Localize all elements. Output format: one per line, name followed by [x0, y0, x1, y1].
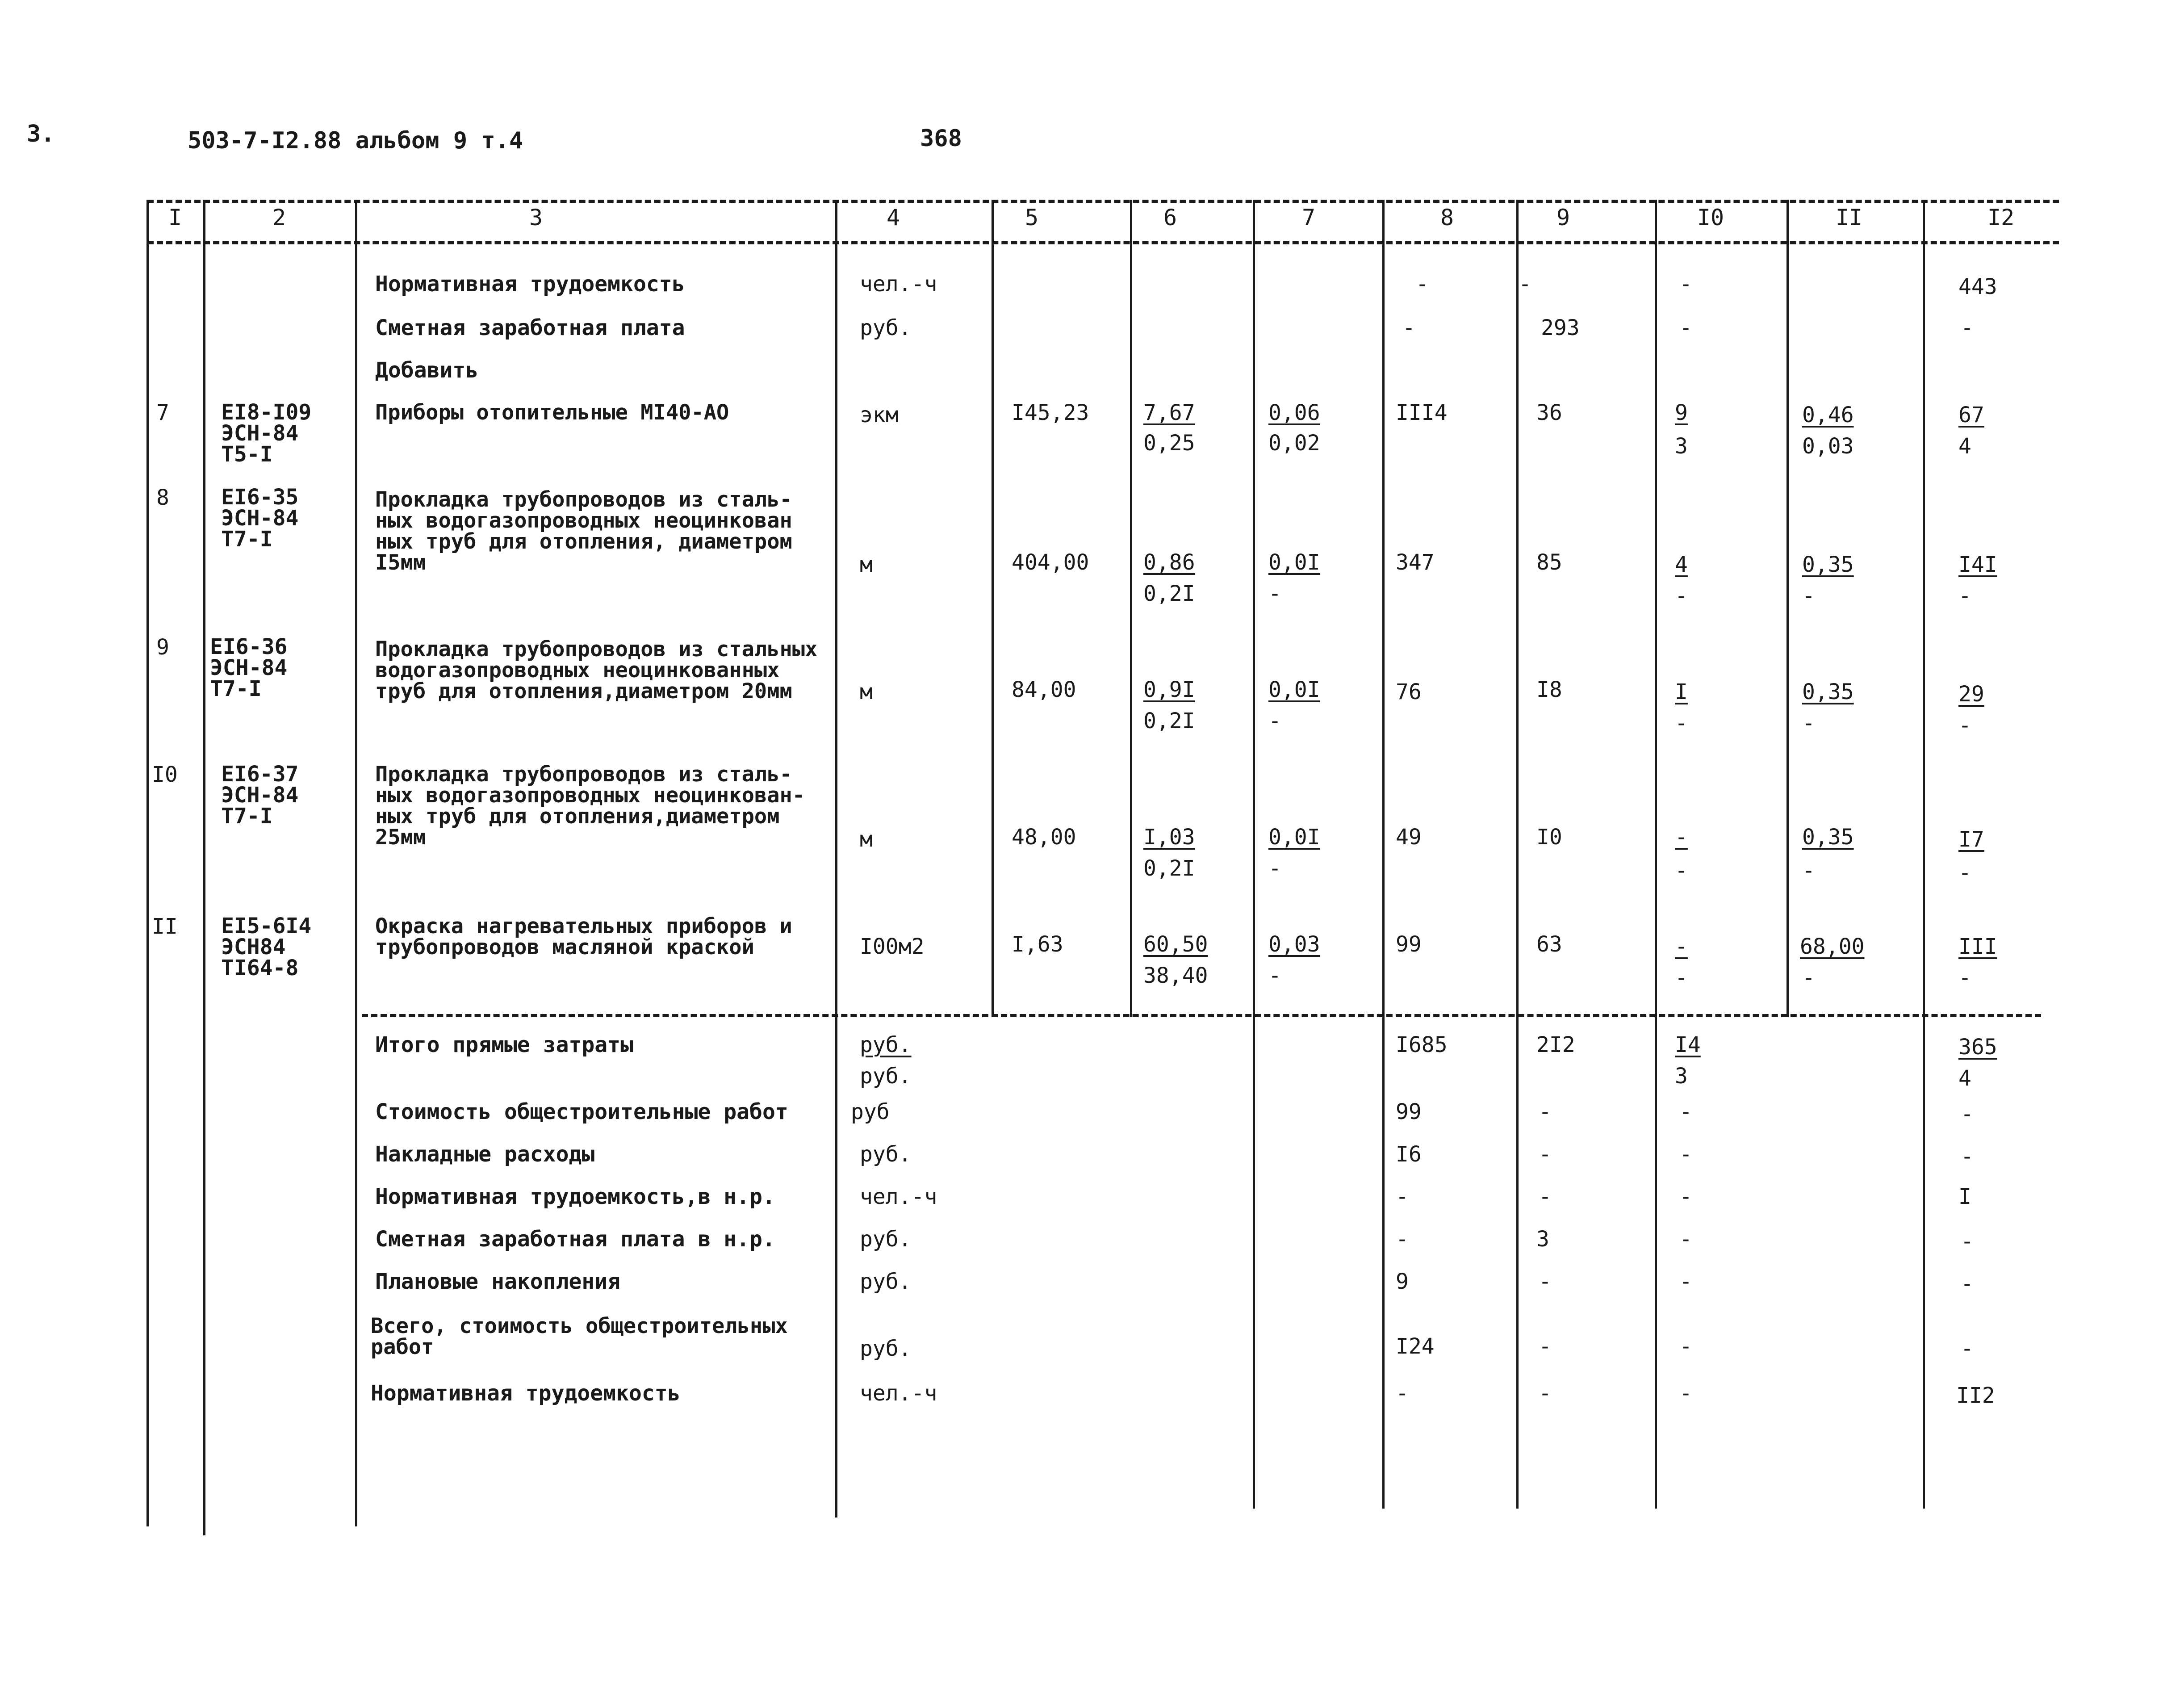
col-header-11: II — [1835, 205, 1863, 231]
row-code: ЕI6-37 ЭСН-84 Т7-I — [221, 762, 299, 829]
col-line-1 — [146, 200, 149, 1526]
col10-value: - — [1679, 1269, 1692, 1294]
row-description: Добавить — [375, 358, 479, 383]
col10-bottom: - — [1675, 583, 1688, 608]
col8-value: - — [1396, 1381, 1409, 1406]
col8-value: 76 — [1396, 679, 1422, 704]
col8-value: 347 — [1396, 550, 1435, 575]
row-number: 8 — [156, 485, 169, 510]
col12-top: I7 — [1958, 827, 1984, 852]
col10-bottom: 3 — [1675, 1064, 1688, 1089]
col-header-9: 9 — [1556, 205, 1570, 231]
col6-bottom: 0,2I — [1143, 581, 1195, 606]
col-header-10: I0 — [1697, 205, 1724, 231]
col11-top: 0,35 — [1802, 552, 1854, 577]
col11-bottom: 0,03 — [1802, 434, 1854, 459]
col10-value: - — [1679, 315, 1692, 340]
row-code: ЕI6-35 ЭСН-84 Т7-I — [221, 485, 299, 552]
col6-top: I,03 — [1143, 825, 1195, 850]
col10-value: - — [1679, 272, 1692, 297]
col6-top: 7,67 — [1143, 400, 1195, 425]
col-header-8: 8 — [1440, 205, 1454, 231]
col-line-11 — [1787, 200, 1789, 1017]
col-header-1: I — [168, 205, 182, 231]
col8-value: - — [1396, 1227, 1409, 1252]
row-description: Приборы отопительные МI40-АО — [375, 400, 729, 425]
col6-bottom: 0,2I — [1143, 708, 1195, 734]
col10-top: I4 — [1675, 1032, 1701, 1057]
col10-bottom: - — [1675, 858, 1688, 883]
col7-bottom: - — [1268, 856, 1281, 881]
col11-top: 68,00 — [1800, 934, 1865, 959]
col5-value: 48,00 — [1012, 825, 1076, 850]
col12-bottom: 4 — [1958, 434, 1971, 459]
col12-bottom: - — [1958, 965, 1971, 990]
col12-top: 365 — [1958, 1035, 1997, 1060]
col5-value: 404,00 — [1012, 550, 1089, 575]
col10-bottom: 3 — [1675, 434, 1688, 459]
col8-value: 99 — [1396, 1099, 1422, 1124]
col6-top: 0,9I — [1143, 677, 1195, 702]
col11-bottom: - — [1802, 965, 1815, 990]
row-unit: чел.-ч — [860, 272, 937, 297]
col9-value: - — [1539, 1099, 1552, 1124]
col11-top: 0,35 — [1802, 679, 1854, 704]
col12-bottom: - — [1958, 860, 1971, 885]
row-unit: чел.-ч — [860, 1381, 937, 1406]
col8-value: 49 — [1396, 825, 1422, 850]
col7-top: 0,03 — [1268, 932, 1320, 957]
col8-value: - — [1402, 315, 1415, 340]
col12-value: - — [1961, 1271, 1974, 1296]
total-description: Плановые накопления — [375, 1269, 621, 1294]
col12-value: II2 — [1956, 1383, 1995, 1408]
col7-top: 0,06 — [1268, 400, 1320, 425]
row-unit: м — [860, 552, 873, 577]
col7-bottom: 0,02 — [1268, 431, 1320, 456]
total-description: Всего, стоимость общестроительных работ — [371, 1314, 788, 1359]
col8-value: I685 — [1396, 1032, 1448, 1057]
document-reference: 503-7-I2.88 альбом 9 т.4 — [188, 127, 523, 154]
row-unit: руб. — [860, 1142, 912, 1167]
col-line-6 — [1130, 200, 1132, 1017]
col6-bottom: 38,40 — [1143, 963, 1208, 988]
col11-bottom: - — [1802, 711, 1815, 736]
col12-top: 67 — [1958, 402, 1984, 428]
col9-value: - — [1519, 272, 1531, 297]
col11-bottom: - — [1802, 858, 1815, 883]
col-line-3 — [355, 200, 357, 1526]
col8-value: III4 — [1396, 400, 1448, 425]
col8-value: - — [1416, 272, 1429, 297]
col-line-5 — [992, 200, 994, 1017]
col-header-6: 6 — [1163, 205, 1177, 231]
total-unit-top: руб. — [860, 1032, 912, 1057]
col11-top: 0,46 — [1802, 402, 1854, 428]
row-number: 7 — [156, 400, 169, 425]
col8-value: 9 — [1396, 1269, 1409, 1294]
col-header-12: I2 — [1987, 205, 2015, 231]
col8-value: - — [1396, 1184, 1409, 1209]
col5-value: I,63 — [1012, 932, 1063, 957]
col7-bottom: - — [1268, 581, 1281, 606]
col12-value: - — [1961, 1336, 1974, 1361]
col12-value: - — [1961, 1229, 1974, 1254]
row-description: Прокладка трубопроводов из сталь- ных водогазопроводных неоцинкован- ных труб для отопления,диаметром 25мм — [375, 762, 805, 850]
row-description: Сметная заработная плата — [375, 315, 685, 340]
row-description: Прокладка трубопроводов из сталь- ных водогазопроводных неоцинкован ных труб для отопления, диаметром I5мм — [375, 487, 792, 575]
col-line-2 — [203, 200, 205, 1535]
row-description: Нормативная трудоемкость — [375, 272, 685, 297]
totals-rule — [362, 1014, 2041, 1017]
col-header-4: 4 — [886, 205, 900, 231]
col12-top: 29 — [1958, 682, 1984, 707]
col9-value: 85 — [1536, 550, 1562, 575]
row-unit: I00м2 — [860, 934, 925, 959]
col9-value: I8 — [1536, 677, 1562, 702]
row-number: 9 — [156, 635, 169, 660]
header-rule — [147, 241, 2059, 244]
col-line-8 — [1382, 200, 1385, 1509]
section-mark: 3. — [27, 121, 55, 147]
row-description: Окраска нагревательных приборов и трубопроводов масляной краской — [375, 914, 792, 960]
col9-value: 36 — [1536, 400, 1562, 425]
col10-value: - — [1679, 1334, 1692, 1359]
col-line-7 — [1253, 200, 1255, 1509]
row-code: ЕI5-6I4 ЭСН84 ТI64-8 — [221, 914, 312, 981]
col7-top: 0,0I — [1268, 677, 1320, 702]
total-unit-bottom: руб. — [860, 1064, 912, 1089]
row-unit: м — [860, 827, 873, 852]
row-unit: руб — [851, 1099, 890, 1124]
col12-top: I4I — [1958, 552, 1997, 577]
col9-value: I0 — [1536, 825, 1562, 850]
page-number: 368 — [920, 125, 962, 152]
row-unit: экм — [860, 402, 899, 428]
total-description: Сметная заработная плата в н.р. — [375, 1227, 775, 1252]
col-header-7: 7 — [1301, 205, 1316, 231]
row-unit: руб. — [860, 315, 912, 340]
row-unit: руб. — [860, 1336, 912, 1361]
total-description: Стоимость общестроительные работ — [375, 1099, 788, 1124]
col7-top: 0,0I — [1268, 825, 1320, 850]
col12-bottom: 4 — [1958, 1066, 1971, 1091]
col11-top: 0,35 — [1802, 825, 1854, 850]
col-line-9 — [1516, 200, 1519, 1509]
col10-value: - — [1679, 1099, 1692, 1124]
col-header-3: 3 — [529, 205, 543, 231]
row-number: II — [152, 914, 178, 939]
row-description: Прокладка трубопроводов из стальных водогазопроводных неоцинкованных труб для отопления,диаметром 20мм — [375, 637, 818, 704]
col8-value: 99 — [1396, 932, 1422, 957]
col12-value: - — [1961, 1144, 1974, 1169]
total-description: Нормативная трудоемкость — [371, 1381, 681, 1406]
top-rule — [147, 200, 2059, 203]
total-description: Итого прямые затраты — [375, 1032, 633, 1057]
col9-value: - — [1539, 1184, 1552, 1209]
col12-bottom: - — [1958, 583, 1971, 608]
col5-value: I45,23 — [1012, 400, 1089, 425]
row-unit: чел.-ч — [860, 1184, 937, 1209]
col8-value: I6 — [1396, 1142, 1422, 1167]
row-unit: руб. — [860, 1269, 912, 1294]
col6-bottom: 0,25 — [1143, 431, 1195, 456]
col12-top: III — [1958, 934, 1997, 959]
col6-bottom: 0,2I — [1143, 856, 1195, 881]
col7-top: 0,0I — [1268, 550, 1320, 575]
col9-value: - — [1539, 1381, 1552, 1406]
col6-top: 60,50 — [1143, 932, 1208, 957]
col7-bottom: - — [1268, 963, 1281, 988]
col9-value: - — [1539, 1334, 1552, 1359]
col12-value: - — [1961, 1102, 1974, 1127]
col8-value: I24 — [1396, 1334, 1435, 1359]
row-code: ЕI6-36 ЭСН-84 Т7-I — [210, 634, 288, 701]
col-header-5: 5 — [1025, 205, 1039, 231]
col10-bottom: - — [1675, 965, 1688, 990]
row-unit: руб. — [860, 1227, 912, 1252]
col-line-12 — [1923, 200, 1925, 1509]
row-number: I0 — [152, 762, 178, 787]
col9-value: 2I2 — [1536, 1032, 1575, 1057]
col12-value: 443 — [1958, 274, 1997, 299]
col12-bottom: - — [1958, 713, 1971, 738]
total-description: Накладные расходы — [375, 1142, 595, 1167]
row-unit: м — [860, 679, 873, 704]
total-description: Нормативная трудоемкость,в н.р. — [375, 1184, 775, 1209]
col6-top: 0,86 — [1143, 550, 1195, 575]
col9-value: 63 — [1536, 932, 1562, 957]
col10-top: 9 — [1675, 400, 1688, 425]
col10-value: - — [1679, 1381, 1692, 1406]
col-line-10 — [1655, 200, 1657, 1509]
col10-value: - — [1679, 1142, 1692, 1167]
col7-bottom: - — [1268, 708, 1281, 734]
col10-top: - — [1675, 825, 1688, 850]
col5-value: 84,00 — [1012, 677, 1076, 702]
col-header-2: 2 — [272, 205, 286, 231]
col9-value: - — [1539, 1142, 1552, 1167]
col10-top: - — [1675, 934, 1688, 959]
col12-value: I — [1958, 1184, 1971, 1209]
col10-top: I — [1675, 679, 1688, 704]
col9-value: - — [1539, 1269, 1552, 1294]
col12-value: - — [1961, 315, 1974, 340]
col10-value: - — [1679, 1227, 1692, 1252]
col10-top: 4 — [1675, 552, 1688, 577]
col9-value: 293 — [1541, 315, 1580, 340]
col9-value: 3 — [1536, 1227, 1549, 1252]
col10-bottom: - — [1675, 711, 1688, 736]
row-code: ЕI8-I09 ЭСН-84 Т5-I — [221, 400, 312, 467]
col10-value: - — [1679, 1184, 1692, 1209]
col11-bottom: - — [1802, 583, 1815, 608]
